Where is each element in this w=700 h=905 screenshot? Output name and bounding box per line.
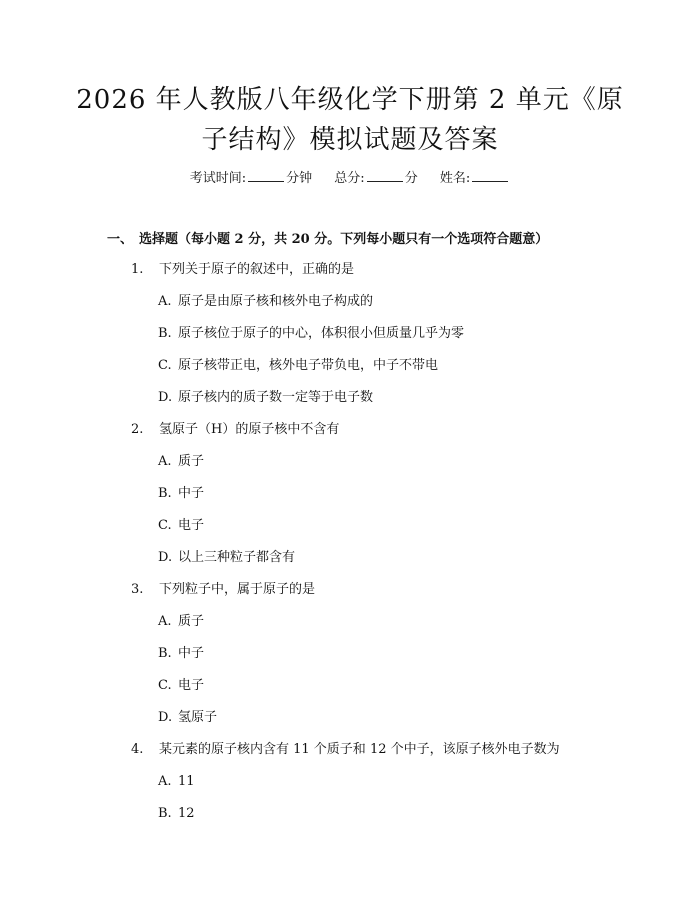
question-2 bbox=[131, 421, 339, 439]
option-text: 原子核带正电，核外电子带负电，中子不带电 bbox=[178, 358, 439, 373]
question-2-option-c bbox=[158, 517, 204, 535]
question-4-option-a bbox=[158, 773, 195, 791]
total-score-field bbox=[334, 169, 417, 188]
option-letter: A. bbox=[158, 294, 172, 309]
document-title-line-1: 2026 年人教版八年级化学下册第 2 单元《原 bbox=[76, 85, 624, 115]
question-text: 下列粒子中，属于原子的是 bbox=[159, 582, 316, 597]
option-text: 原子核位于原子的中心，体积很小但质量几乎为零 bbox=[178, 326, 465, 341]
question-1-option-a bbox=[158, 293, 373, 311]
option-text: 原子是由原子核和核外电子构成的 bbox=[178, 294, 374, 309]
option-letter: B. bbox=[158, 486, 172, 501]
question-text: 下列关于原子的叙述中，正确的是 bbox=[159, 262, 355, 277]
total-score-label: 总分: bbox=[334, 171, 365, 186]
question-1-option-c bbox=[158, 357, 438, 375]
question-1 bbox=[131, 261, 354, 279]
question-number: 4. bbox=[131, 742, 144, 757]
question-3 bbox=[131, 581, 315, 599]
option-letter: D. bbox=[158, 710, 173, 725]
section-title: 选择题（每小题 2 分，共 20 分。下列每小题只有一个选项符合题意） bbox=[139, 232, 549, 247]
question-2-option-d bbox=[158, 549, 295, 567]
option-text: 12 bbox=[178, 806, 195, 821]
student-name-field bbox=[440, 169, 510, 188]
option-letter: C. bbox=[158, 358, 172, 373]
question-3-option-a bbox=[158, 613, 204, 631]
question-1-option-d bbox=[158, 389, 373, 407]
section-heading bbox=[107, 231, 548, 249]
option-letter: C. bbox=[158, 678, 172, 693]
question-1-option-b bbox=[158, 325, 464, 343]
total-score-blank bbox=[367, 169, 403, 182]
exam-time-field bbox=[190, 169, 312, 188]
option-text: 中子 bbox=[178, 486, 205, 501]
option-text: 以上三种粒子都含有 bbox=[178, 550, 296, 565]
question-text: 氢原子（H）的原子核中不含有 bbox=[159, 422, 340, 437]
option-letter: C. bbox=[158, 518, 172, 533]
option-text: 氢原子 bbox=[178, 710, 218, 725]
option-letter: B. bbox=[158, 646, 172, 661]
question-text: 某元素的原子核内含有 11 个质子和 12 个中子，该原子核外电子数为 bbox=[159, 742, 560, 757]
exam-time-label: 考试时间: bbox=[189, 171, 247, 186]
total-score-unit: 分 bbox=[404, 171, 418, 186]
question-2-option-b bbox=[158, 485, 204, 503]
option-letter: A. bbox=[158, 614, 172, 629]
question-number: 3. bbox=[131, 582, 144, 597]
option-text: 中子 bbox=[178, 646, 205, 661]
option-letter: A. bbox=[158, 774, 172, 789]
question-3-option-b bbox=[158, 645, 204, 663]
student-name-blank bbox=[472, 169, 508, 182]
option-letter: B. bbox=[158, 806, 172, 821]
question-3-option-c bbox=[158, 677, 204, 695]
document-title-line-2: 子结构》模拟试题及答案 bbox=[201, 125, 499, 155]
question-number: 1. bbox=[131, 262, 144, 277]
exam-time-unit: 分钟 bbox=[286, 171, 313, 186]
section-number: 一、 bbox=[107, 232, 134, 247]
exam-info-row bbox=[0, 169, 700, 188]
question-4-option-b bbox=[158, 805, 195, 823]
option-letter: A. bbox=[158, 454, 172, 469]
question-2-option-a bbox=[158, 453, 204, 471]
question-4 bbox=[131, 741, 560, 759]
option-text: 电子 bbox=[178, 678, 205, 693]
option-letter: D. bbox=[158, 550, 173, 565]
exam-time-blank bbox=[248, 169, 284, 182]
option-text: 原子核内的质子数一定等于电子数 bbox=[178, 390, 374, 405]
question-number: 2. bbox=[131, 422, 144, 437]
option-letter: B. bbox=[158, 326, 172, 341]
option-text: 11 bbox=[178, 774, 195, 789]
question-3-option-d bbox=[158, 709, 217, 727]
student-name-label: 姓名: bbox=[439, 171, 471, 186]
option-text: 电子 bbox=[178, 518, 205, 533]
option-text: 质子 bbox=[178, 454, 205, 469]
option-text: 质子 bbox=[178, 614, 205, 629]
option-letter: D. bbox=[158, 390, 173, 405]
